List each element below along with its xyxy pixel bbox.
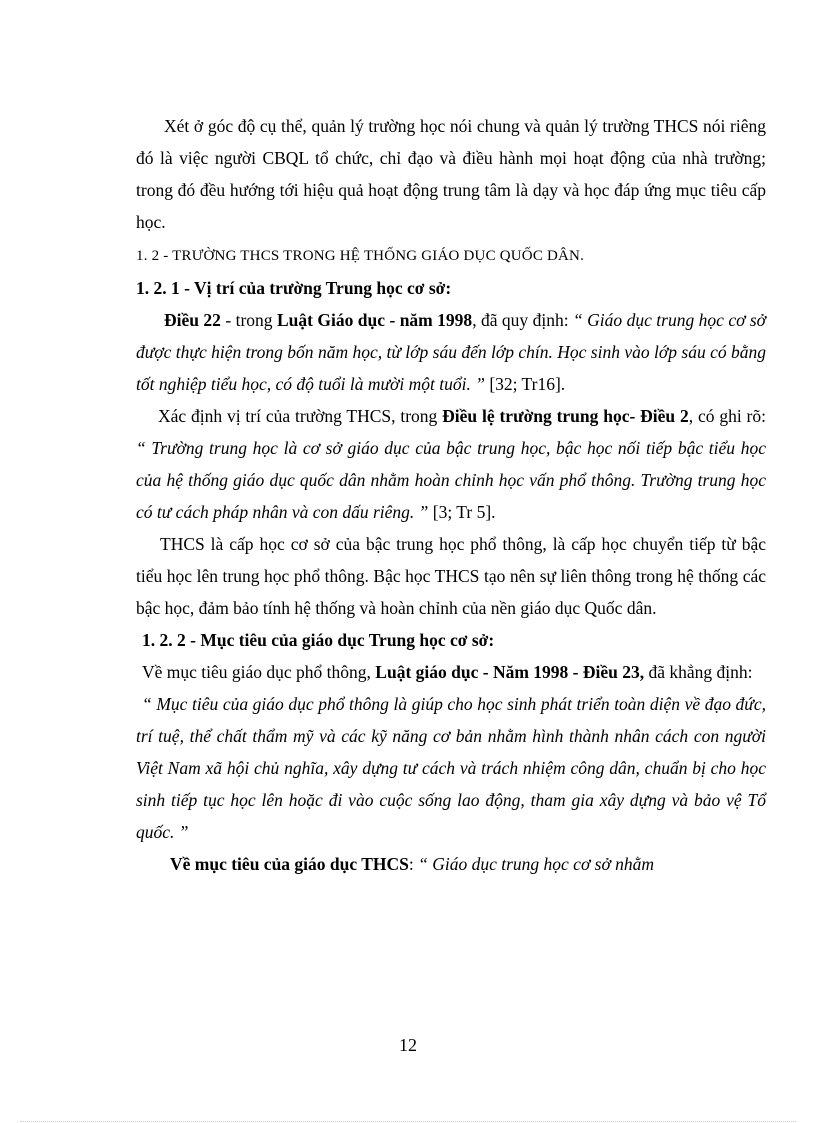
school-charter-paragraph — [136, 400, 766, 528]
article-22-quote: “ Giáo dục trung học cơ sở được thực hiện trong bốn năm học, từ lớp sáu đến lớp chín. Học sinh vào lớp sáu có bằng tốt nghiệp tiểu học, có độ tuổi là mười một tuổi. ” — [136, 310, 767, 394]
text-run: , đã quy định: — [472, 310, 574, 330]
page-number: 12 — [399, 1035, 417, 1055]
citation: [3; Tr 5]. — [428, 502, 496, 522]
intro-paragraph: Xét ở góc độ cụ thể, quản lý trường học nói chung và quản lý trường THCS nói riêng đó là việc người CBQL tổ chức, chỉ đạo và điều hành mọi hoạt động của nhà trường; trong đó đều hướng tới hiệu quả hoạt động trung tâm là dạy và học đáp ứng mục tiêu cấp học. — [136, 116, 766, 232]
thcs-goal-paragraph — [136, 848, 766, 880]
citation: [32; Tr16]. — [484, 374, 566, 394]
school-charter-quote: “ Trường trung học là cơ sở giáo dục của bậc trung học, bậc học nối tiếp bậc tiểu học của hệ thống giáo dục quốc dân nhằm hoàn chỉnh học vấn phổ thông. Trường trung học có tư cách pháp nhân và con dấu riêng. ” — [136, 438, 766, 522]
general-education-goal-paragraph — [136, 656, 766, 688]
text-run: Về mục tiêu giáo dục phổ thông, — [142, 662, 376, 682]
text-run: : — [408, 854, 419, 874]
section-heading-1-2-2: 1. 2. 2 - Mục tiêu của giáo dục Trung học cơ sở: — [142, 630, 495, 650]
school-charter-ref: Điều lệ trường trung học- Điều 2 — [442, 406, 689, 426]
text-run: đã khẳng định: — [644, 662, 753, 682]
education-law-ref: Luật Giáo dục - năm 1998 — [276, 310, 473, 330]
general-education-goal-quote: “ Mục tiêu của giáo dục phổ thông là giúp cho học sinh phát triển toàn diện về đạo đức, trí tuệ, thể chất thẩm mỹ và các kỹ năng cơ bản nhằm hình thành nhân cách con người Việt Nam xã hội chủ nghĩa, xây dựng tư cách và trách nhiệm công dân, chuẩn bị cho học sinh tiếp tục học lên hoặc đi vào cuộc sống lao động, tham gia xây dựng và bảo vệ Tổ quốc. ” — [136, 694, 766, 842]
text-run: - trong — [220, 310, 277, 330]
page-bottom-divider — [20, 1121, 796, 1122]
section-heading-1-2-1: 1. 2. 1 - Vị trí của trường Trung học cơ sở: — [136, 278, 452, 298]
thcs-goal-quote: “ Giáo dục trung học cơ sở nhằm — [418, 854, 655, 874]
section-heading-1-2: 1. 2 - TRƯỜNG THCS TRONG HỆ THỐNG GIÁO DỤC QUỐC DÂN. — [136, 248, 585, 264]
text-run: , có ghi rõ: — [688, 406, 766, 426]
article-22-paragraph — [136, 304, 766, 400]
text-run: Xác định vị trí của trường THCS, trong — [158, 406, 443, 426]
thcs-level-paragraph: THCS là cấp học cơ sở của bậc trung học phổ thông, là cấp học chuyển tiếp từ bậc tiểu học lên trung học phổ thông. Bậc học THCS tạo nên sự liên thông trong hệ thống các bậc học, đảm bảo tính hệ thống và hoàn chỉnh của nền giáo dục Quốc dân. — [136, 534, 766, 618]
thcs-goal-label: Về mục tiêu của giáo dục THCS — [170, 854, 409, 874]
page-body — [136, 110, 766, 880]
article-22-ref: Điều 22 — [164, 310, 221, 330]
article-23-ref: Luật giáo dục - Năm 1998 - Điều 23, — [375, 662, 645, 682]
